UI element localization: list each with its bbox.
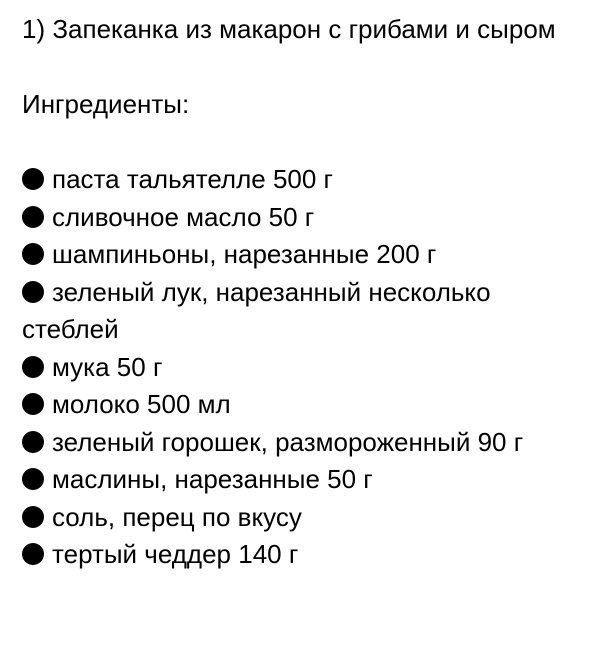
ingredient-text: маслины, нарезанные 50 г [52, 464, 373, 494]
ingredient-text: зеленый горошек, размороженный 90 г [52, 426, 524, 457]
ingredient-item [22, 236, 576, 274]
ingredient-text: шампиньоны, нарезанные 200 г [52, 239, 437, 269]
ingredients-heading: Ингредиенты: [22, 89, 190, 119]
bullet-icon [22, 281, 44, 303]
bullet-icon [22, 356, 44, 378]
bullet-icon [22, 468, 44, 490]
blank-line [22, 49, 576, 87]
bullet-icon [22, 206, 44, 228]
ingredient-text: молоко 500 мл [52, 389, 231, 419]
ingredient-item [22, 461, 576, 499]
bullet-icon [22, 506, 44, 528]
ingredient-item [22, 161, 576, 199]
bullet-icon [22, 431, 44, 453]
ingredient-item [22, 386, 576, 424]
ingredient-text: паста тальятелле 500 г [52, 164, 334, 194]
bullet-icon [22, 168, 44, 190]
ingredient-item [22, 499, 576, 537]
ingredient-text: зеленый лук, нарезанный несколько стеблей [22, 276, 491, 344]
ingredient-item [22, 349, 576, 387]
ingredient-text: тертый чеддер 140 г [52, 539, 299, 569]
ingredient-text: сливочное масло 50 г [52, 201, 315, 232]
ingredient-text: мука 50 г [52, 351, 163, 382]
bullet-icon [22, 543, 44, 565]
ingredient-item [22, 424, 576, 462]
bullet-icon [22, 243, 44, 265]
bullet-icon [22, 393, 44, 415]
ingredient-text: соль, перец по вкусу [52, 501, 302, 532]
ingredient-item [22, 274, 576, 349]
blank-line [22, 124, 576, 162]
ingredient-item [22, 536, 576, 574]
ingredient-item [22, 199, 576, 237]
recipe-title: 1) Запеканка из макарон с грибами и сыром [22, 14, 556, 44]
ingredients-list [22, 161, 576, 574]
